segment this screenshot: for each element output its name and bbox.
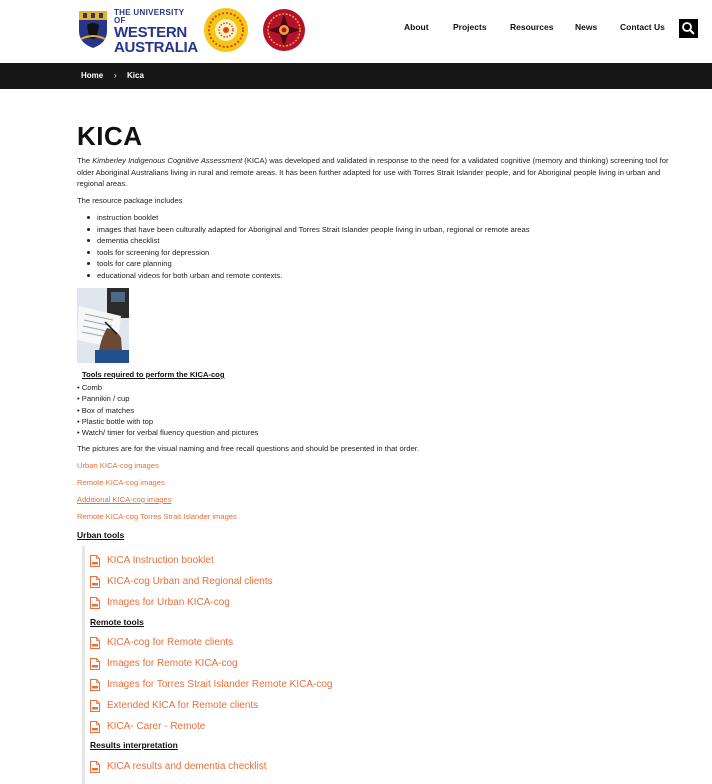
remote-images-link[interactable]: Remote KICA-cog images (77, 478, 165, 487)
file-link-label: Images for Urban KICA-cog (107, 597, 230, 608)
breadcrumb-separator: › (114, 71, 117, 80)
sun-dot-art-logo-icon (203, 7, 249, 53)
list-item: instruction booklet (97, 212, 530, 224)
search-icon (679, 19, 698, 38)
list-item: dementia checklist (97, 235, 530, 247)
list-item: • Box of matches (77, 405, 135, 415)
intro-paragraph (77, 155, 687, 190)
file-link-label: KICA results and dementia checklist (107, 761, 267, 772)
file-link-label: Images for Torres Strait Islander Remote KICA-cog (107, 679, 333, 690)
uwa-crest-icon (77, 9, 109, 49)
remote-tools-heading: Remote tools (90, 617, 144, 627)
file-link-label: Images for Remote KICA-cog (107, 658, 238, 669)
additional-images-link[interactable]: Additional KICA-cog images (77, 495, 172, 504)
list-item: • Watch/ timer for verbal fluency question and pictures (77, 428, 259, 438)
intro-italic: Kimberley Indigenous Cognitive Assessment (92, 156, 243, 165)
site-header (0, 0, 712, 63)
pictures-note: The pictures are for the visual naming and free recall questions and should be presented in that order. (77, 444, 419, 453)
downloads-rule (82, 546, 85, 784)
pdf-icon (90, 555, 100, 567)
pdf-icon (90, 700, 100, 712)
list-item: • Comb (77, 383, 103, 392)
results-heading: Results interpretation (90, 740, 178, 750)
list-item: • Plastic bottle with top (77, 416, 154, 426)
list-item: tools for screening for depression (97, 247, 530, 259)
file-link-label: KICA- Carer - Remote (107, 721, 206, 732)
urban-tools-heading: Urban tools (77, 530, 125, 540)
nav-projects[interactable]: Projects (453, 22, 487, 32)
intro-rest: (KICA) was developed and validated in response to the need for a validated cognitive (memory and thinking) screening tool for older Aboriginal Australians living in rural and remote areas. It has been further adapted for use with Torres Strait Islander people, and for Aboriginal people living in urban and regional areas. (77, 156, 669, 188)
logo-line-1: THE UNIVERSITY OF (114, 8, 185, 25)
nav-contact-us[interactable]: Contact Us (620, 22, 665, 32)
breadcrumb-current: Kica (127, 71, 144, 80)
list-item: tools for care planning (97, 258, 530, 270)
file-link-label: KICA Instruction booklet (107, 555, 214, 566)
file-link-label: KICA-cog for Remote clients (107, 637, 234, 648)
intro-prefix: The (77, 156, 93, 165)
urban-images-link[interactable]: Urban KICA-cog images (77, 461, 159, 470)
search-button[interactable] (679, 19, 698, 38)
tools-list (77, 382, 258, 438)
nav-news[interactable]: News (575, 22, 598, 32)
file-link-label: Extended KICA for Remote clients (107, 700, 259, 711)
breadcrumb-home[interactable]: Home (81, 71, 104, 80)
package-list (97, 212, 530, 281)
red-dot-art-logo-icon (262, 8, 306, 52)
pdf-icon (90, 576, 100, 588)
tools-heading: Tools required to perform the KICA-cog (82, 370, 225, 379)
pdf-icon (90, 721, 100, 733)
pdf-icon (90, 761, 100, 773)
pdf-icon (90, 597, 100, 609)
page-title: KICA (77, 121, 143, 151)
uwa-logo[interactable] (77, 8, 198, 56)
list-item: images that have been culturally adapted for Aboriginal and Torres Strait Islander people living in urban, regional or remote areas (97, 224, 530, 234)
torres-strait-images-link[interactable]: Remote KICA-cog Torres Strait Islander images (77, 512, 237, 521)
pdf-icon (90, 637, 100, 649)
nav-resources[interactable]: Resources (510, 22, 554, 32)
nav-about[interactable]: About (404, 22, 429, 32)
breadcrumb (0, 63, 712, 89)
logo-line-2: WESTERN (114, 24, 187, 41)
assessment-photo (77, 288, 129, 363)
list-item: educational videos for both urban and remote contexts. (97, 270, 530, 282)
list-item: • Pannikin / cup (77, 394, 130, 404)
logo-line-3: AUSTRALIA (114, 39, 198, 56)
file-link-label: KICA-cog Urban and Regional clients (107, 576, 273, 587)
pdf-icon (90, 679, 100, 691)
pdf-icon (90, 658, 100, 670)
package-intro: The resource package includes (77, 196, 183, 205)
